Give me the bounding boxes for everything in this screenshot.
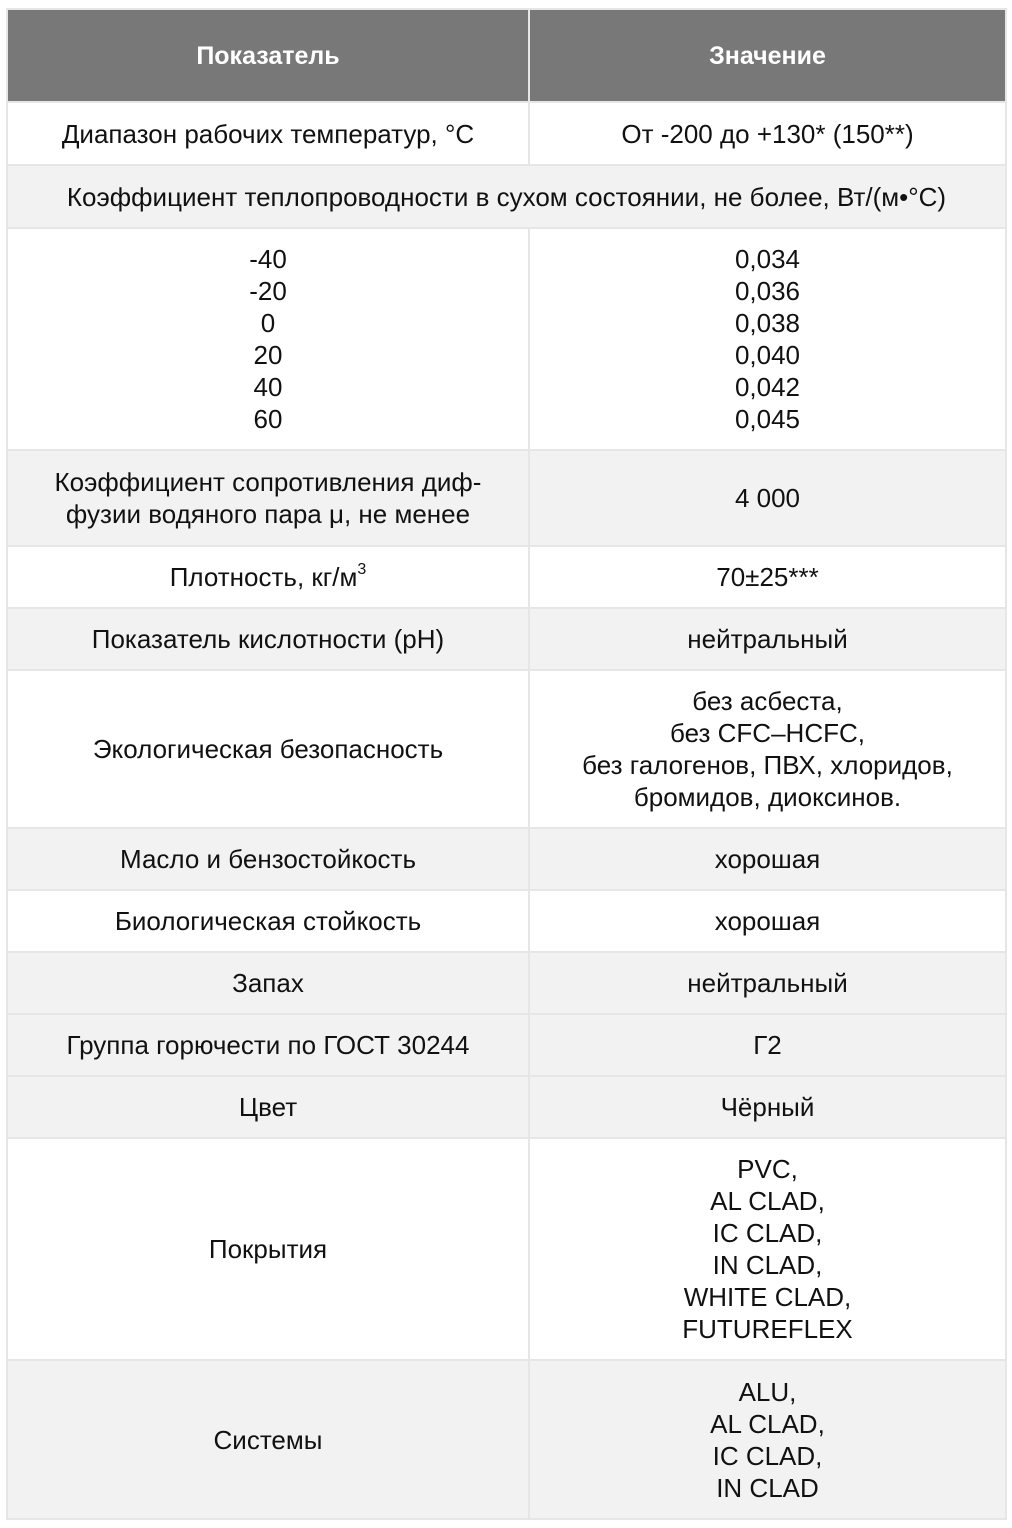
table-row	[7, 670, 1006, 828]
value-line: без асбеста,	[692, 686, 843, 716]
value-line: IN CLAD,	[712, 1250, 823, 1280]
value-cell: Г2	[529, 1014, 1006, 1076]
parameter-cell	[7, 228, 529, 450]
temperature-value: 0	[260, 308, 276, 338]
parameter-cell	[7, 450, 529, 546]
value-line: IC CLAD,	[712, 1440, 823, 1471]
table-row	[7, 546, 1006, 608]
parameter-cell: Покрытия	[7, 1138, 529, 1360]
table-row	[7, 1014, 1006, 1076]
value-line: IC CLAD,	[712, 1218, 823, 1248]
value-cell: 70±25***	[529, 546, 1006, 608]
value-cell	[529, 670, 1006, 828]
value-cell	[529, 1360, 1006, 1519]
table-row	[7, 450, 1006, 546]
value-cell: нейтральный	[529, 952, 1006, 1014]
table-row	[7, 828, 1006, 890]
table-row	[7, 1138, 1006, 1360]
specs-table-container	[6, 8, 1005, 1520]
parameter-text: Плотность, кг/м	[169, 562, 358, 592]
conductivity-value: 0,045	[734, 404, 801, 434]
column-header-parameter: Показатель	[7, 9, 529, 102]
table-row	[7, 608, 1006, 670]
temperature-value: -20	[249, 276, 287, 306]
table-section-row	[7, 165, 1006, 228]
value-line: IN CLAD	[716, 1472, 819, 1503]
conductivity-value: 0,036	[734, 276, 801, 306]
table-row	[7, 1076, 1006, 1138]
parameter-cell: Системы	[7, 1360, 529, 1519]
parameter-cell: Показатель кислотности (pH)	[7, 608, 529, 670]
value-line: ALU,	[738, 1376, 797, 1407]
value-line: PVC,	[737, 1154, 798, 1184]
value-line: WHITE CLAD,	[683, 1282, 852, 1312]
value-cell	[529, 228, 1006, 450]
value-line: FUTUREFLEX	[682, 1314, 853, 1344]
value-cell: Чёрный	[529, 1076, 1006, 1138]
conductivity-value: 0,034	[734, 244, 801, 274]
parameter-cell	[7, 546, 529, 608]
column-header-value: Значение	[529, 9, 1006, 102]
value-cell: От -200 до +130* (150**)	[529, 102, 1006, 165]
conductivity-value: 0,038	[734, 308, 801, 338]
value-line: AL CLAD,	[710, 1186, 825, 1216]
value-cell: хорошая	[529, 890, 1006, 952]
specs-table	[6, 8, 1007, 1520]
temperature-value: -40	[249, 244, 287, 274]
value-line: без галогенов, ПВХ, хлоридов,	[582, 750, 953, 780]
value-line: бромидов, диоксинов.	[633, 782, 902, 812]
superscript: 3	[357, 561, 367, 579]
table-row	[7, 228, 1006, 450]
parameter-cell: Группа горючести по ГОСТ 30244	[7, 1014, 529, 1076]
parameter-line: фузии водяного пара μ, не менее	[65, 499, 471, 529]
value-line: без CFC–HCFC,	[670, 718, 865, 748]
value-cell: нейтральный	[529, 608, 1006, 670]
parameter-cell: Биологическая стойкость	[7, 890, 529, 952]
parameter-cell: Экологическая безопасность	[7, 670, 529, 828]
value-cell	[529, 1138, 1006, 1360]
table-row	[7, 1360, 1006, 1519]
value-cell: 4 000	[529, 450, 1006, 546]
section-title-cell: Коэффициент теплопроводности в сухом состоянии, не более, Вт/(м•°C)	[7, 165, 1006, 228]
table-header-row	[7, 9, 1006, 102]
table-row	[7, 890, 1006, 952]
temperature-value: 40	[253, 372, 283, 402]
temperature-value: 60	[253, 404, 283, 434]
parameter-cell: Масло и бензостойкость	[7, 828, 529, 890]
parameter-cell: Диапазон рабочих температур, °C	[7, 102, 529, 165]
conductivity-value: 0,042	[734, 372, 801, 402]
temperature-value: 20	[253, 340, 283, 370]
parameter-line: Коэффициент сопротивления диф-	[54, 467, 482, 497]
parameter-cell: Запах	[7, 952, 529, 1014]
conductivity-value: 0,040	[734, 340, 801, 370]
value-line: AL CLAD,	[710, 1408, 825, 1439]
value-cell: хорошая	[529, 828, 1006, 890]
parameter-cell: Цвет	[7, 1076, 529, 1138]
table-row	[7, 952, 1006, 1014]
table-row	[7, 102, 1006, 165]
